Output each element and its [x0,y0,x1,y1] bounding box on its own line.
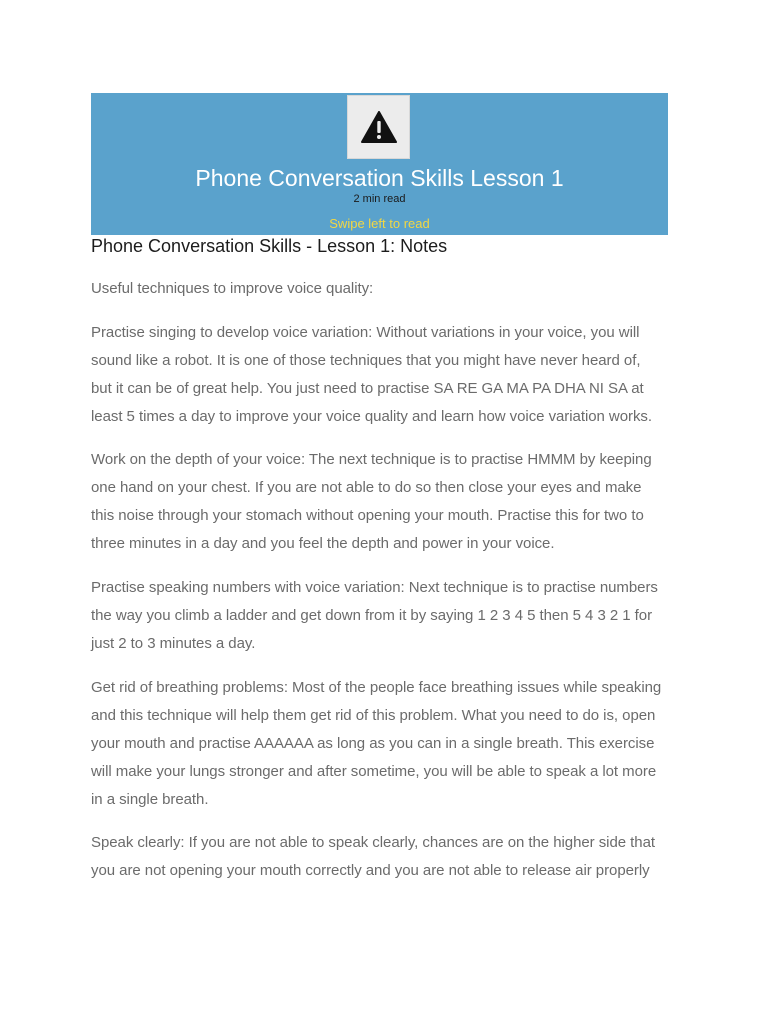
paragraph-line: least 5 times a day to improve your voice quality and learn how voice variation works. [91,408,652,425]
paragraph-line: your mouth and practise AAAAAA as long as you can in a single breath. This exercise [91,735,655,752]
paragraph-line: this noise through your stomach without opening your mouth. Practise this for two to [91,507,644,524]
paragraph-line: Practise speaking numbers with voice variation: Next technique is to practise numbers [91,579,658,596]
breathing-paragraph [91,674,681,814]
paragraph-line: Get rid of breathing problems: Most of the people face breathing issues while speaking [91,679,662,696]
paragraph-line: sound like a robot. It is one of those techniques that you might have never heard of, [91,352,641,369]
broken-image-placeholder [347,95,410,159]
voice-depth-paragraph [91,446,681,558]
paragraph-line: Work on the depth of your voice: The next technique is to practise HMMM by keeping [91,451,652,468]
paragraph-line: one hand on your chest. If you are not able to do so then close your eyes and make [91,479,642,496]
lesson-banner[interactable] [91,93,668,235]
paragraph-line: and this technique will help them get rid of this problem. What you need to do is, open [91,707,656,724]
paragraph-line: just 2 to 3 minutes a day. [91,635,256,652]
lesson-title: Phone Conversation Skills Lesson 1 [195,165,564,191]
speak-clearly-paragraph [91,829,681,885]
voice-variation-paragraph [91,319,681,431]
paragraph-line: will make your lungs stronger and after sometime, you will be able to speak a lot more [91,763,657,780]
paragraph-line: three minutes in a day and you feel the depth and power in your voice. [91,535,555,552]
paragraph-line: the way you climb a ladder and get down from it by saying 1 2 3 4 5 then 5 4 3 2 1 for [91,607,653,624]
paragraph-line: in a single breath. [91,791,209,808]
paragraph-line: but it can be of great help. You just need to practise SA RE GA MA PA DHA NI SA at [91,380,644,397]
notes-heading: Phone Conversation Skills - Lesson 1: Notes [91,236,448,256]
swipe-hint[interactable]: Swipe left to read [329,216,430,231]
paragraph-line: you are not opening your mouth correctly and you are not able to release air properly [91,862,650,879]
paragraph-line: Speak clearly: If you are not able to speak clearly, chances are on the higher side that [91,834,655,851]
warning-icon [361,111,397,143]
numbers-paragraph [91,574,681,658]
intro-text: Useful techniques to improve voice quality: [91,280,374,297]
read-time-label: 2 min read [353,193,406,205]
intro-paragraph [91,275,681,303]
paragraph-line: Practise singing to develop voice variation: Without variations in your voice, you will [91,324,640,341]
